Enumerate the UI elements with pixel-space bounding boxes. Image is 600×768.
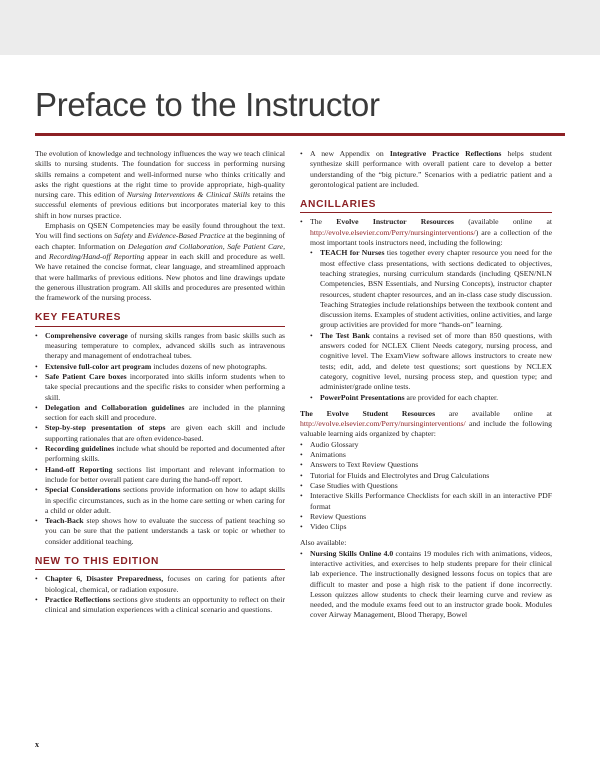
page-title: Preface to the Instructor bbox=[35, 86, 380, 123]
also-available-label: Also available: bbox=[300, 538, 347, 548]
list-item: • TEACH for Nurses ties together every chapter resource you need for the most effective class presentations, with sections dedicated to objectives, teaching strategies, nursing curriculum standards (including QSEN/NLN Competencies, BSN Essentials, and Nursing Concepts), instructor chapter resources, student chapter resources, and an in-class case study discussion. Teaching Strategies include relationships between the textbook content and discussion items. Examples of student activities, online activities, and large group activities are provided for more “hands-on” learning. bbox=[310, 248, 552, 330]
key-features-list bbox=[35, 331, 285, 547]
list-item: • Safe Patient Care boxes incorporated into skills inform students when to take special precautions and the specific risks to consider when performing a skill. bbox=[35, 372, 285, 403]
list-item: • Practice Reflections sections give students an opportunity to reflect on their clinical and simulation experiences with a clinical scenario and questions. bbox=[35, 595, 285, 616]
new-edition-list-continued bbox=[300, 149, 552, 190]
left-column bbox=[35, 149, 285, 615]
list-item: • Audio Glossary bbox=[300, 440, 552, 450]
list-item: • Comprehensive coverage of nursing skills ranges from basic skills such as measuring temperature to complex, advanced skills such as intravenous therapy and management of endotracheal tubes. bbox=[35, 331, 285, 362]
intro-paragraph-2: Emphasis on QSEN Competencies may be easily found throughout the text. You will find sections on Safety and Evidence-Based Practice at the beginning of each chapter. Information on Delegation and Collaboration, Safe Patient Care, and Recording/Hand-off Reporting appear in each skill and procedure as well. We have retained the concise format, clear language, and streamlined approach that were hallmarks of previous editions. New photos and line drawings update the generous illustration program. All skills and procedures are presented within the framework of the nursing process. bbox=[35, 221, 286, 303]
list-item: • Recording guidelines include what should be reported and documented after performing skills. bbox=[35, 444, 285, 465]
student-resources-link[interactable]: http://evolve.elsevier.com/Perry/nursinginterventions/ bbox=[300, 419, 466, 429]
key-features-heading: KEY FEATURES bbox=[35, 313, 285, 326]
instructor-resources-sublist bbox=[310, 248, 552, 402]
list-item: • Interactive Skills Performance Checklists for each skill in an interactive PDF format bbox=[300, 491, 552, 512]
list-item: • Hand-off Reporting sections list important and relevant information to include for better overall patient care during the hand-off report. bbox=[35, 465, 285, 486]
new-edition-heading: NEW TO THIS EDITION bbox=[35, 557, 285, 570]
also-available-list bbox=[300, 549, 552, 621]
header-band bbox=[0, 0, 600, 55]
list-item: • Step-by-step presentation of steps are given each skill and include supporting rationales that are often evidence-based. bbox=[35, 423, 285, 444]
list-item: • PowerPoint Presentations are provided for each chapter. bbox=[310, 393, 552, 403]
list-item: • The Test Bank contains a revised set of more than 850 questions, with answers coded for NCLEX Client Needs category, nursing process, and cognitive level. The ExamView software allows instructors to create new tests; edit, add, and delete test questions; sort questions by NCLEX category, cognitive level, nursing process step, and question type; and administer/grade online tests. bbox=[310, 331, 552, 393]
instructor-resources-link[interactable]: http://evolve.elsevier.com/Perry/nursinginterventions/ bbox=[310, 227, 476, 237]
list-item: • Special Considerations sections provide information on how to adapt skills in specific circumstances, such as in the home care setting or when caring for a child or older adult. bbox=[35, 485, 285, 516]
list-item: • Teach-Back step shows how to evaluate the success of patient teaching so you can be sure that the patient understands a task or topic or whether to consider additional teaching. bbox=[35, 516, 285, 547]
page-number: x bbox=[35, 740, 39, 749]
ancillaries-heading: ANCILLARIES bbox=[300, 200, 552, 213]
list-item: • Chapter 6, Disaster Preparedness, focuses on caring for patients after biological, chemical, or radiation exposure. bbox=[35, 574, 285, 595]
list-item: • Case Studies with Questions bbox=[300, 481, 552, 491]
student-resources-paragraph: The Evolve Student Resources are available online at http://evolve.elsevier.com/Perry/nursinginterventions/ and include the following valuable learning aids organized by chapter: bbox=[300, 408, 553, 439]
list-item: • Video Clips bbox=[300, 522, 552, 532]
intro-paragraph-1: The evolution of knowledge and technology influences the way we teach clinical skills to nursing students. The foundation for success in performing nursing skills remains a competent and well-informed nurse who thinks critically and asks the right questions at the right time to provide appropriate, high-quality nursing care. This edition of Nursing Interventions & Clinical Skills retains the successful elements of previous editions but incorporates material key to this shift in how nurses practice. bbox=[35, 149, 285, 220]
ancillaries-list bbox=[300, 217, 552, 402]
list-item: • Answers to Text Review Questions bbox=[300, 460, 552, 470]
right-column bbox=[300, 149, 552, 621]
list-item: • The Evolve Instructor Resources (available online at http://evolve.elsevier.com/Perry/nursinginterventions/) are a collection of the most important tools instructors need, including the following: • TEACH for Nurses ties together every chapter resource you need for the most effective class presentations, with sections dedicated to objectives, teaching strategies, nursing curriculum standards (including QSEN/NLN Competencies, BSN Essentials, and Nursing Concepts), instructor chapter resources, student chapter resources, and an in-class case study discussion. Teaching Strategies include relationships between the textbook content and discussion items. Examples of student activities, online activities, and large group activities are provided for more “hands-on” learning. • The Test Bank contains a revised set of more than 850 questions, with answers coded for NCLEX Client Needs category, nursing process, and cognitive level. The ExamView software allows instructors to create new tests; edit, add, and delete test questions; sort questions by NCLEX category, cognitive level, nursing process step, and question type; and administer/grade online tests. • PowerPoint Presentations are provided for each chapter. bbox=[300, 217, 552, 402]
title-rule bbox=[35, 133, 565, 136]
new-edition-list bbox=[35, 574, 285, 615]
list-item: • Tutorial for Fluids and Electrolytes and Drug Calculations bbox=[300, 471, 552, 481]
student-resources-list bbox=[300, 440, 552, 533]
list-item: • Nursing Skills Online 4.0 contains 19 modules rich with animations, videos, interactive activities, and exercises to help students prepare for their clinical lab experience. The instructionally designed lessons focus on topics that are difficult to master and pose a high risk to the patient if done incorrectly. Lesson quizzes allow students to check their learning curve and review as needed, and the module exams feed out to an instructor grade book. Modules cover Airway Management, Blood Therapy, Bowel bbox=[300, 549, 552, 621]
list-item: • Animations bbox=[300, 450, 552, 460]
list-item: • Review Questions bbox=[300, 512, 552, 522]
list-item: • Extensive full-color art program includes dozens of new photographs. bbox=[35, 362, 285, 372]
list-item: • Delegation and Collaboration guidelines are included in the planning section for each skill and procedure. bbox=[35, 403, 285, 424]
list-item: • A new Appendix on Integrative Practice Reflections helps student synthesize skill performance with overall patient care to develop a better understanding of the “big picture.” Scenarios with a pediatric patient and a gerontological patient are included. bbox=[300, 149, 552, 190]
